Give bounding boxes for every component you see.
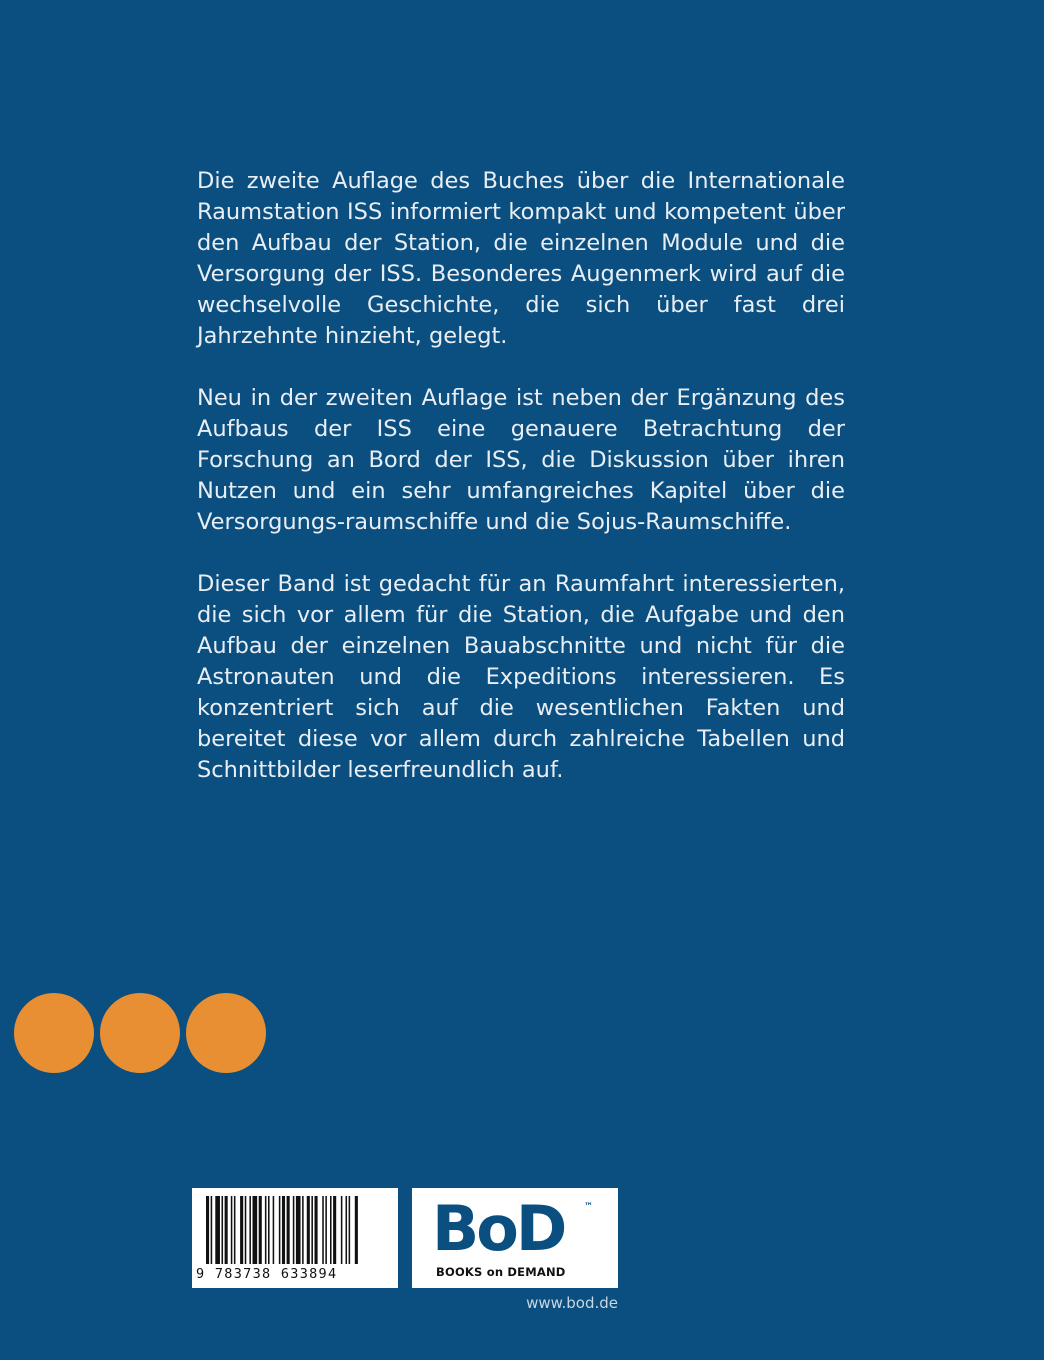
barcode-bar bbox=[330, 1196, 332, 1264]
barcode-bar bbox=[222, 1196, 224, 1264]
barcode-bar bbox=[333, 1196, 336, 1264]
barcode-bar bbox=[265, 1196, 267, 1264]
barcode-bar bbox=[231, 1196, 233, 1264]
description-paragraph-3: Dieser Band ist gedacht für an Raumfahrt interessierten, die sich vor allem für die Station, die Aufgabe und den Aufbau der einzelnen Bauabschnitte und nicht für die Astronauten und die Expeditions interessieren. Es konzentriert sich auf die wesentlichen Fakten und bereitet diese vor allem durch zahlreiche Tabellen und Schnittbilder leserfreundlich auf. bbox=[197, 571, 845, 783]
barcode-bar bbox=[215, 1196, 220, 1264]
isbn-number: 9 783738 633894 bbox=[196, 1266, 338, 1282]
barcode-bar bbox=[279, 1196, 281, 1264]
barcode-bar bbox=[307, 1196, 310, 1264]
barcode-bar bbox=[259, 1196, 262, 1264]
publisher-url[interactable]: www.bod.de bbox=[526, 1294, 618, 1312]
barcode-bar bbox=[325, 1196, 327, 1264]
barcode-bar bbox=[349, 1196, 351, 1264]
barcode-bar bbox=[282, 1196, 285, 1264]
orange-dot-1 bbox=[14, 993, 94, 1073]
barcode-bar bbox=[296, 1196, 301, 1264]
publisher-tagline: BOOKS on DEMAND bbox=[436, 1265, 566, 1279]
barcode-bar bbox=[249, 1196, 251, 1264]
description-paragraph-1: Die zweite Auflage des Buches über die Internationale Raumstation ISS informiert kompakt und kompetent über den Aufbau der Station, die einzelnen Module und die Versorgung der ISS. Besonderes Augenmerk wird auf die wechselvolle Geschichte, die sich über fast drei Jahrzehnte hinzieht, gelegt. bbox=[197, 168, 845, 349]
barcode-bar bbox=[234, 1196, 236, 1264]
barcode-bar bbox=[311, 1196, 313, 1264]
barcode-bar bbox=[287, 1196, 290, 1264]
barcode-bar bbox=[253, 1196, 258, 1264]
barcode-bar bbox=[225, 1196, 228, 1264]
barcode-bar bbox=[315, 1196, 318, 1264]
barcode-bar bbox=[346, 1196, 348, 1264]
orange-dot-2 bbox=[100, 993, 180, 1073]
barcode-bar bbox=[322, 1196, 324, 1264]
barcode-bars bbox=[192, 1188, 398, 1268]
barcode-bar bbox=[355, 1196, 358, 1264]
description-paragraph-2: Neu in der zweiten Auflage ist neben der Ergänzung des Aufbaus der ISS eine genauere Betrachtung der Forschung an Bord der ISS, die Diskussion über ihren Nutzen und ein sehr umfangreiches Kapitel über die Versorgungs-raumschiffe und die Sojus-Raumschiffe. bbox=[197, 385, 845, 535]
barcode-bar bbox=[206, 1196, 209, 1264]
decorative-dots bbox=[14, 993, 274, 1073]
barcode-bar bbox=[273, 1196, 275, 1264]
barcode-bar bbox=[211, 1196, 213, 1264]
barcode-bar bbox=[240, 1196, 243, 1264]
barcode-bar bbox=[302, 1196, 304, 1264]
book-description bbox=[197, 166, 845, 817]
orange-dot-3 bbox=[186, 993, 266, 1073]
barcode-bar bbox=[293, 1196, 295, 1264]
publisher-logo bbox=[412, 1188, 618, 1288]
barcode-bar bbox=[341, 1196, 343, 1264]
barcode-bar bbox=[268, 1196, 270, 1264]
bod-logo-text: BoD bbox=[432, 1192, 565, 1265]
trademark-symbol: ™ bbox=[584, 1202, 593, 1212]
isbn-barcode bbox=[192, 1188, 398, 1288]
barcode-bar bbox=[245, 1196, 247, 1264]
